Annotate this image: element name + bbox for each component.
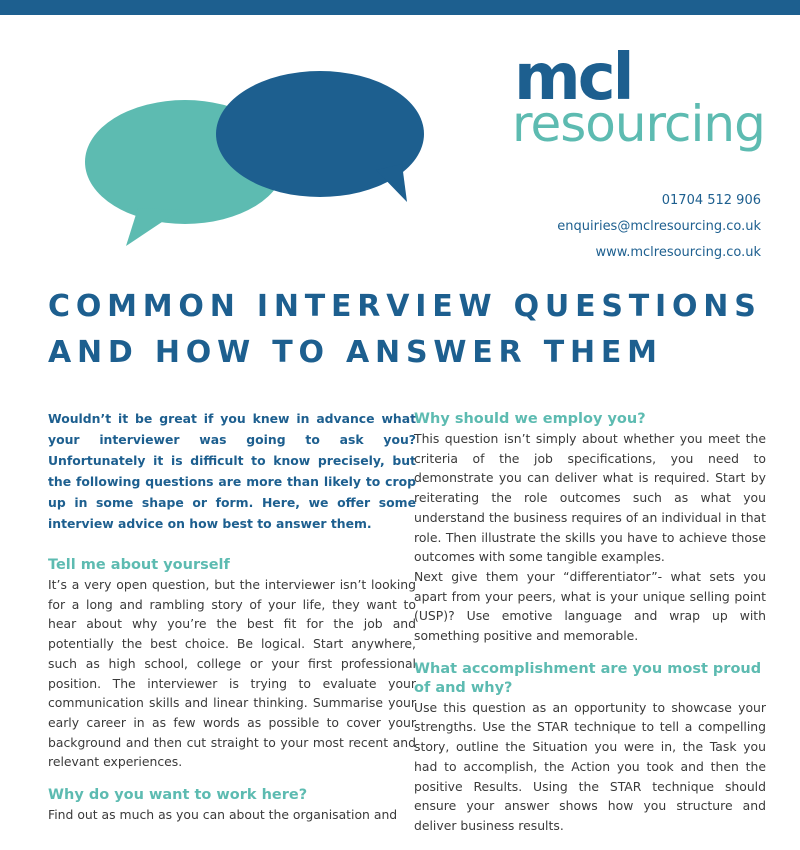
speech-bubbles-icon bbox=[80, 60, 440, 260]
question-title: Why should we employ you? bbox=[414, 411, 646, 427]
question-answer: It’s a very open question, but the interviewer isn’t looking for a long and rambling story of your life, they want to hear about why you’re the best fit for the job and potentially the best choice. Be logical. Start anywhere, such as high school, college or your first professional position. The interviewer is trying to evaluate your communication skills and linear thinking. Summarise your early career in as few words as possible to cover your background and then cut straight to your most recent and relevant experiences. bbox=[48, 577, 416, 770]
contact-phone: 01704 512 906 bbox=[661, 193, 761, 208]
question-title: Tell me about yourself bbox=[48, 557, 230, 573]
top-banner-bar bbox=[0, 0, 800, 15]
left-column bbox=[48, 408, 416, 839]
question-answer: Use this question as an opportunity to showcase your strengths. Use the STAR technique to tell a compelling story, outline the Situation you were in, the Task you had to accomplish, the Action you took and then the positive Results. Using the STAR technique should ensure your answer shows how you structure and deliver business results. bbox=[414, 699, 766, 833]
logo-resourcing-text: resourcing bbox=[512, 95, 765, 153]
right-column bbox=[414, 410, 766, 850]
logo-mcl-text: mcl bbox=[514, 41, 632, 115]
question-answer: This question isn’t simply about whether you meet the criteria of the job specifications, you need to demonstrate you can deliver what is required. Start by reiterating the role outcomes such as what you understand the business requires of an individual in that role. Then illustrate the skills you have to achieve those outcomes with some tangible examples. bbox=[414, 431, 766, 565]
contact-website[interactable]: www.mclresourcing.co.uk bbox=[595, 245, 761, 260]
question-title: What accomplishment are you most proud of and why? bbox=[414, 660, 762, 696]
mcl-resourcing-logo bbox=[512, 41, 772, 166]
intro-paragraph: Wouldn’t it be great if you knew in advance what your interviewer was going to ask you? Unfortunately it is difficult to know precisely, but the following questions are more than likely to crop up in some shape or form. Here, we offer some interview advice on how best to answer them. bbox=[48, 411, 416, 531]
question-answer: Find out as much as you can about the organisation and bbox=[48, 807, 398, 823]
contact-details bbox=[557, 188, 761, 266]
page-title bbox=[48, 284, 762, 376]
page-title-line-1: COMMON INTERVIEW QUESTIONS bbox=[48, 289, 762, 324]
contact-email[interactable]: enquiries@mclresourcing.co.uk bbox=[557, 219, 761, 234]
question-answer-continued: Next give them your “differentiator”- what sets you apart from your peers, what is your unique selling point (USP)? Use emotive language and wrap up with something positive and memorable. bbox=[414, 568, 766, 644]
page-title-line-2: AND HOW TO ANSWER THEM bbox=[48, 335, 663, 370]
question-title: Why do you want to work here? bbox=[48, 787, 308, 804]
